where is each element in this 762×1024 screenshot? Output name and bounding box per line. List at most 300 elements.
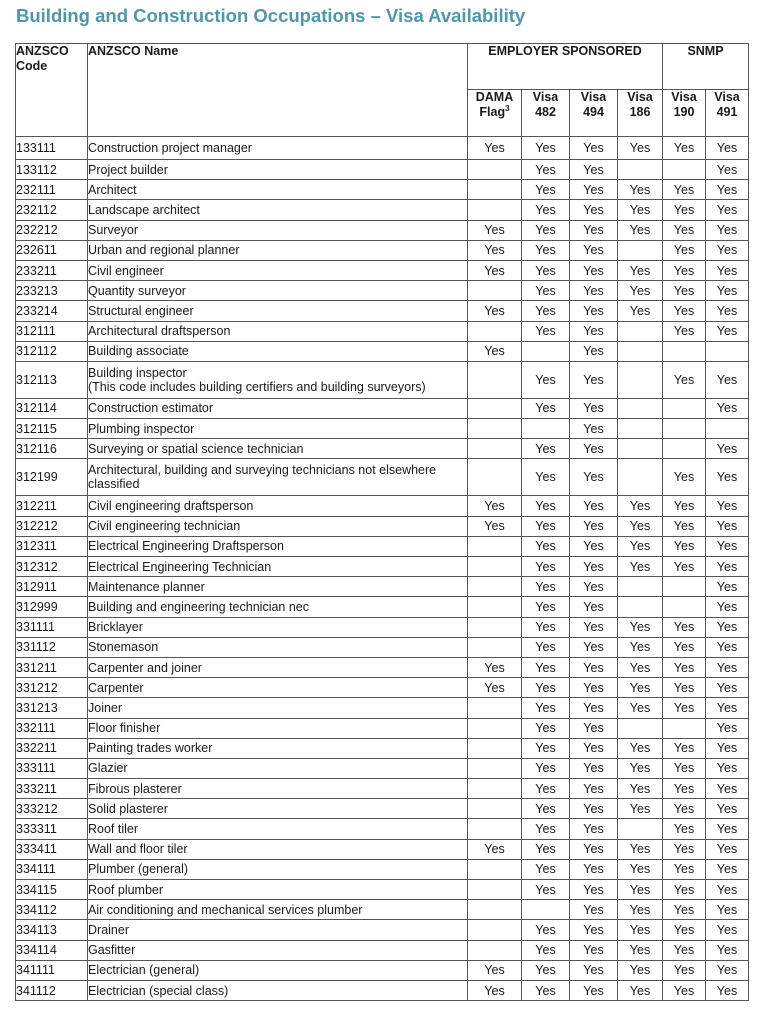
occupation-name-text: Plumbing inspector <box>88 421 195 436</box>
cell-visa-491: Yes <box>706 577 749 597</box>
cell-dama-flag <box>468 799 522 819</box>
cell-visa-491: Yes <box>706 496 749 516</box>
occupation-name <box>88 240 468 260</box>
cell-visa-190 <box>663 419 706 439</box>
cell-visa-491: Yes <box>706 758 749 778</box>
cell-visa-186: Yes <box>618 260 663 280</box>
occupation-name <box>88 398 468 418</box>
cell-dama-flag: Yes <box>468 137 522 160</box>
col-header-name: ANZSCO Name <box>88 44 468 137</box>
visa-482-line2: 482 <box>535 105 556 119</box>
cell-visa-491: Yes <box>706 301 749 321</box>
cell-visa-186 <box>618 577 663 597</box>
cell-visa-482: Yes <box>522 281 570 301</box>
cell-visa-482: Yes <box>522 301 570 321</box>
cell-visa-186: Yes <box>618 301 663 321</box>
occupation-name <box>88 200 468 220</box>
cell-visa-482: Yes <box>522 240 570 260</box>
cell-visa-491: Yes <box>706 361 749 398</box>
cell-dama-flag <box>468 738 522 758</box>
cell-visa-186 <box>618 321 663 341</box>
visa-190-line1: Visa <box>671 90 697 104</box>
cell-visa-186 <box>618 398 663 418</box>
occupation-code: 334114 <box>16 940 88 960</box>
cell-visa-190 <box>663 341 706 361</box>
occupation-code: 312114 <box>16 398 88 418</box>
occupation-name-text: Surveying or spatial science technician <box>88 441 304 456</box>
cell-visa-482: Yes <box>522 718 570 738</box>
occupation-name <box>88 419 468 439</box>
cell-visa-491: Yes <box>706 281 749 301</box>
cell-visa-494: Yes <box>570 577 618 597</box>
cell-visa-491: Yes <box>706 657 749 677</box>
cell-visa-491: Yes <box>706 637 749 657</box>
cell-dama-flag <box>468 577 522 597</box>
table-row <box>16 880 749 900</box>
cell-dama-flag <box>468 361 522 398</box>
col-header-visa-186 <box>618 90 663 137</box>
table-row <box>16 341 749 361</box>
cell-visa-494: Yes <box>570 819 618 839</box>
col-header-visa-482 <box>522 90 570 137</box>
cell-visa-482: Yes <box>522 557 570 577</box>
occupation-name-text: Roof plumber <box>88 882 164 897</box>
cell-dama-flag <box>468 536 522 556</box>
visa-491-line1: Visa <box>714 90 740 104</box>
occupation-name <box>88 738 468 758</box>
col-header-visa-190 <box>663 90 706 137</box>
cell-visa-491: Yes <box>706 398 749 418</box>
occupation-code: 312115 <box>16 419 88 439</box>
cell-visa-491: Yes <box>706 880 749 900</box>
cell-dama-flag: Yes <box>468 240 522 260</box>
occupation-name-text: Urban and regional planner <box>88 243 240 258</box>
cell-visa-186 <box>618 419 663 439</box>
occupation-name-text: Building inspector <box>88 365 187 380</box>
cell-visa-186: Yes <box>618 617 663 637</box>
cell-visa-190 <box>663 718 706 738</box>
cell-visa-494: Yes <box>570 657 618 677</box>
cell-visa-491: Yes <box>706 536 749 556</box>
cell-visa-482: Yes <box>522 260 570 280</box>
dama-line2 <box>468 105 521 120</box>
table-row <box>16 617 749 637</box>
cell-visa-482: Yes <box>522 940 570 960</box>
cell-visa-494: Yes <box>570 200 618 220</box>
occupation-name <box>88 361 468 398</box>
cell-visa-482: Yes <box>522 516 570 536</box>
cell-visa-190: Yes <box>663 321 706 341</box>
cell-visa-482: Yes <box>522 799 570 819</box>
cell-visa-494: Yes <box>570 900 618 920</box>
cell-dama-flag <box>468 779 522 799</box>
table-row <box>16 260 749 280</box>
cell-visa-190: Yes <box>663 859 706 879</box>
occupation-name <box>88 137 468 160</box>
occupation-code: 333211 <box>16 779 88 799</box>
cell-visa-494: Yes <box>570 779 618 799</box>
cell-visa-186: Yes <box>618 839 663 859</box>
cell-visa-491: Yes <box>706 260 749 280</box>
cell-visa-186: Yes <box>618 859 663 879</box>
cell-dama-flag: Yes <box>468 657 522 677</box>
occupation-name-text: Surveyor <box>88 223 139 238</box>
cell-dama-flag: Yes <box>468 341 522 361</box>
occupation-name-text: Bricklayer <box>88 620 143 635</box>
cell-visa-186 <box>618 718 663 738</box>
cell-visa-494: Yes <box>570 839 618 859</box>
occupation-name-text: Painting trades worker <box>88 741 213 756</box>
cell-visa-186: Yes <box>618 557 663 577</box>
cell-visa-482: Yes <box>522 758 570 778</box>
cell-visa-186: Yes <box>618 779 663 799</box>
cell-visa-186 <box>618 341 663 361</box>
occupation-code: 331112 <box>16 637 88 657</box>
occupation-code: 312911 <box>16 577 88 597</box>
footnote-marker: 3 <box>505 103 510 113</box>
cell-visa-482: Yes <box>522 160 570 180</box>
occupation-code: 341111 <box>16 960 88 980</box>
occupation-name-text: Architect <box>88 182 137 197</box>
cell-dama-flag: Yes <box>468 516 522 536</box>
cell-dama-flag <box>468 859 522 879</box>
cell-visa-190: Yes <box>663 920 706 940</box>
cell-dama-flag <box>468 880 522 900</box>
cell-visa-491: Yes <box>706 960 749 980</box>
cell-visa-491: Yes <box>706 321 749 341</box>
cell-visa-186: Yes <box>618 980 663 1000</box>
visa-494-line1: Visa <box>580 90 607 104</box>
cell-visa-491: Yes <box>706 557 749 577</box>
occupation-name-text: Building associate <box>88 344 189 359</box>
cell-visa-494: Yes <box>570 361 618 398</box>
cell-visa-494: Yes <box>570 439 618 459</box>
cell-visa-491 <box>706 419 749 439</box>
cell-visa-491: Yes <box>706 200 749 220</box>
cell-visa-186 <box>618 160 663 180</box>
occupation-code: 331213 <box>16 698 88 718</box>
table-row <box>16 839 749 859</box>
cell-visa-482: Yes <box>522 536 570 556</box>
cell-visa-494: Yes <box>570 940 618 960</box>
occupation-name-text: Building and engineering technician nec <box>88 599 309 614</box>
occupation-code: 232112 <box>16 200 88 220</box>
cell-visa-190: Yes <box>663 617 706 637</box>
cell-dama-flag <box>468 160 522 180</box>
cell-visa-494: Yes <box>570 496 618 516</box>
occupation-code: 341112 <box>16 980 88 1000</box>
cell-visa-186: Yes <box>618 940 663 960</box>
occupation-name-text: Electrical Engineering Draftsperson <box>88 539 284 554</box>
occupation-code: 312212 <box>16 516 88 536</box>
occupation-name <box>88 880 468 900</box>
cell-visa-494: Yes <box>570 637 618 657</box>
cell-dama-flag <box>468 597 522 617</box>
occupation-code: 331111 <box>16 617 88 637</box>
cell-visa-494: Yes <box>570 301 618 321</box>
cell-visa-190: Yes <box>663 880 706 900</box>
cell-visa-491: Yes <box>706 718 749 738</box>
occupation-name <box>88 758 468 778</box>
cell-visa-494: Yes <box>570 738 618 758</box>
cell-visa-494: Yes <box>570 880 618 900</box>
table-row <box>16 180 749 200</box>
cell-visa-482: Yes <box>522 439 570 459</box>
cell-visa-482: Yes <box>522 819 570 839</box>
visa-availability-table <box>15 43 749 1001</box>
cell-dama-flag <box>468 200 522 220</box>
cell-visa-190 <box>663 439 706 459</box>
visa-186-line1: Visa <box>627 90 653 104</box>
cell-visa-494: Yes <box>570 536 618 556</box>
cell-visa-491: Yes <box>706 920 749 940</box>
cell-visa-190: Yes <box>663 698 706 718</box>
cell-visa-190 <box>663 597 706 617</box>
cell-visa-186: Yes <box>618 920 663 940</box>
table-body <box>16 137 749 1001</box>
cell-visa-494: Yes <box>570 920 618 940</box>
occupation-code: 333212 <box>16 799 88 819</box>
table-row <box>16 536 749 556</box>
occupation-code: 332111 <box>16 718 88 738</box>
occupation-name <box>88 516 468 536</box>
cell-visa-190: Yes <box>663 220 706 240</box>
occupation-code: 334113 <box>16 920 88 940</box>
table-row <box>16 419 749 439</box>
occupation-name-text: Maintenance planner <box>88 579 205 594</box>
table-row <box>16 321 749 341</box>
occupation-name <box>88 180 468 200</box>
occupation-name-text: Structural engineer <box>88 303 194 318</box>
cell-visa-482: Yes <box>522 361 570 398</box>
occupation-code: 233213 <box>16 281 88 301</box>
cell-visa-186: Yes <box>618 220 663 240</box>
table-row <box>16 200 749 220</box>
occupation-name <box>88 920 468 940</box>
table-row <box>16 657 749 677</box>
occupation-code: 334111 <box>16 859 88 879</box>
cell-visa-491: Yes <box>706 940 749 960</box>
visa-190-line2: 190 <box>673 105 695 119</box>
occupation-code: 133111 <box>16 137 88 160</box>
occupation-code: 312116 <box>16 439 88 459</box>
occupation-name-text: Quantity surveyor <box>88 283 186 298</box>
cell-visa-491: Yes <box>706 617 749 637</box>
occupation-code: 333311 <box>16 819 88 839</box>
occupation-code: 331211 <box>16 657 88 677</box>
cell-visa-186 <box>618 361 663 398</box>
cell-visa-482: Yes <box>522 577 570 597</box>
cell-visa-491: Yes <box>706 900 749 920</box>
cell-visa-190: Yes <box>663 758 706 778</box>
occupation-name-text: Construction project manager <box>88 141 252 155</box>
occupation-name <box>88 960 468 980</box>
cell-visa-491: Yes <box>706 137 749 160</box>
cell-dama-flag <box>468 281 522 301</box>
occupation-code: 312211 <box>16 496 88 516</box>
cell-visa-190: Yes <box>663 496 706 516</box>
cell-visa-186: Yes <box>618 180 663 200</box>
occupation-name <box>88 281 468 301</box>
occupation-name-text: Gasfitter <box>88 943 136 958</box>
table-row <box>16 160 749 180</box>
cell-visa-190: Yes <box>663 557 706 577</box>
table-row <box>16 779 749 799</box>
cell-visa-494: Yes <box>570 459 618 496</box>
cell-visa-482 <box>522 341 570 361</box>
table-row <box>16 301 749 321</box>
cell-dama-flag <box>468 819 522 839</box>
cell-visa-482: Yes <box>522 678 570 698</box>
occupation-name <box>88 557 468 577</box>
cell-visa-494: Yes <box>570 859 618 879</box>
cell-visa-186: Yes <box>618 536 663 556</box>
occupation-name-text: Drainer <box>88 922 129 937</box>
occupation-name <box>88 980 468 1000</box>
occupation-name-text: Roof tiler <box>88 822 139 837</box>
occupation-name-text: Electrician (special class) <box>88 983 229 998</box>
cell-visa-186 <box>618 819 663 839</box>
cell-visa-494: Yes <box>570 240 618 260</box>
cell-visa-186 <box>618 597 663 617</box>
cell-dama-flag <box>468 439 522 459</box>
occupation-name-text: Glazier <box>88 761 128 776</box>
cell-visa-491: Yes <box>706 839 749 859</box>
cell-visa-482: Yes <box>522 617 570 637</box>
cell-visa-494: Yes <box>570 698 618 718</box>
cell-dama-flag <box>468 398 522 418</box>
occupation-name-text: Plumber (general) <box>88 862 189 877</box>
cell-visa-491: Yes <box>706 459 749 496</box>
cell-visa-190 <box>663 398 706 418</box>
cell-visa-494: Yes <box>570 980 618 1000</box>
cell-visa-482: Yes <box>522 496 570 516</box>
cell-visa-494: Yes <box>570 220 618 240</box>
cell-visa-186 <box>618 240 663 260</box>
cell-visa-482: Yes <box>522 180 570 200</box>
cell-dama-flag <box>468 920 522 940</box>
cell-visa-190: Yes <box>663 180 706 200</box>
cell-visa-491: Yes <box>706 779 749 799</box>
cell-visa-494: Yes <box>570 398 618 418</box>
cell-visa-491: Yes <box>706 180 749 200</box>
table-row <box>16 819 749 839</box>
cell-visa-186: Yes <box>618 960 663 980</box>
col-header-visa-491 <box>706 90 749 137</box>
occupation-name <box>88 260 468 280</box>
table-row <box>16 738 749 758</box>
cell-dama-flag: Yes <box>468 980 522 1000</box>
cell-visa-190: Yes <box>663 980 706 1000</box>
occupation-note: (This code includes building certifiers and building surveyors) <box>88 379 426 394</box>
table-row <box>16 597 749 617</box>
occupation-code: 133112 <box>16 160 88 180</box>
occupation-code: 312113 <box>16 361 88 398</box>
cell-visa-190: Yes <box>663 839 706 859</box>
occupation-name-text: Joiner <box>88 700 123 715</box>
cell-visa-482: Yes <box>522 698 570 718</box>
occupation-name-text: Civil engineering technician <box>88 519 241 534</box>
table-row <box>16 960 749 980</box>
cell-visa-491: Yes <box>706 439 749 459</box>
cell-visa-491: Yes <box>706 516 749 536</box>
cell-visa-482: Yes <box>522 137 570 160</box>
cell-visa-491: Yes <box>706 738 749 758</box>
occupation-name <box>88 779 468 799</box>
cell-visa-190: Yes <box>663 678 706 698</box>
col-header-visa-494 <box>570 90 618 137</box>
occupation-name <box>88 301 468 321</box>
occupation-name <box>88 617 468 637</box>
cell-visa-190: Yes <box>663 281 706 301</box>
table-row <box>16 577 749 597</box>
cell-visa-190: Yes <box>663 779 706 799</box>
cell-visa-491: Yes <box>706 160 749 180</box>
occupation-name <box>88 698 468 718</box>
cell-visa-186: Yes <box>618 137 663 160</box>
occupation-name <box>88 439 468 459</box>
cell-visa-482: Yes <box>522 738 570 758</box>
cell-visa-186: Yes <box>618 678 663 698</box>
cell-visa-186: Yes <box>618 281 663 301</box>
table-row <box>16 698 749 718</box>
occupation-name <box>88 160 468 180</box>
cell-visa-494: Yes <box>570 960 618 980</box>
dama-line1: DAMA <box>475 90 514 104</box>
cell-dama-flag: Yes <box>468 220 522 240</box>
group-header-snmp: SNMP <box>663 44 749 90</box>
occupation-name <box>88 819 468 839</box>
col-header-code: ANZSCO Code <box>16 44 88 137</box>
occupation-code: 334115 <box>16 880 88 900</box>
occupation-name-text: Civil engineering draftsperson <box>88 499 254 514</box>
occupation-name-text: Stonemason <box>88 640 159 655</box>
cell-visa-482: Yes <box>522 779 570 799</box>
cell-visa-482: Yes <box>522 920 570 940</box>
cell-visa-482: Yes <box>522 839 570 859</box>
page-title: Building and Construction Occupations – Visa Availability <box>16 5 526 26</box>
occupation-name <box>88 496 468 516</box>
cell-visa-186: Yes <box>618 200 663 220</box>
cell-visa-491: Yes <box>706 597 749 617</box>
occupation-name-text: Air conditioning and mechanical services plumber <box>88 902 363 917</box>
cell-visa-494: Yes <box>570 160 618 180</box>
cell-dama-flag <box>468 718 522 738</box>
cell-dama-flag <box>468 900 522 920</box>
visa-186-line2: 186 <box>629 105 651 119</box>
cell-visa-190: Yes <box>663 940 706 960</box>
cell-dama-flag <box>468 698 522 718</box>
visa-482-line1: Visa <box>532 90 559 104</box>
cell-visa-482: Yes <box>522 200 570 220</box>
cell-visa-494: Yes <box>570 341 618 361</box>
cell-visa-186: Yes <box>618 738 663 758</box>
cell-visa-494: Yes <box>570 718 618 738</box>
cell-visa-491: Yes <box>706 980 749 1000</box>
cell-visa-186: Yes <box>618 698 663 718</box>
occupation-name-text: Carpenter and joiner <box>88 660 202 675</box>
occupation-name-text: Electrical Engineering Technician <box>88 559 272 574</box>
cell-visa-494: Yes <box>570 137 618 160</box>
cell-dama-flag: Yes <box>468 960 522 980</box>
cell-visa-494: Yes <box>570 281 618 301</box>
occupation-code: 334112 <box>16 900 88 920</box>
cell-visa-494: Yes <box>570 597 618 617</box>
cell-visa-190: Yes <box>663 137 706 160</box>
occupation-name <box>88 900 468 920</box>
occupation-name <box>88 536 468 556</box>
cell-visa-186: Yes <box>618 880 663 900</box>
